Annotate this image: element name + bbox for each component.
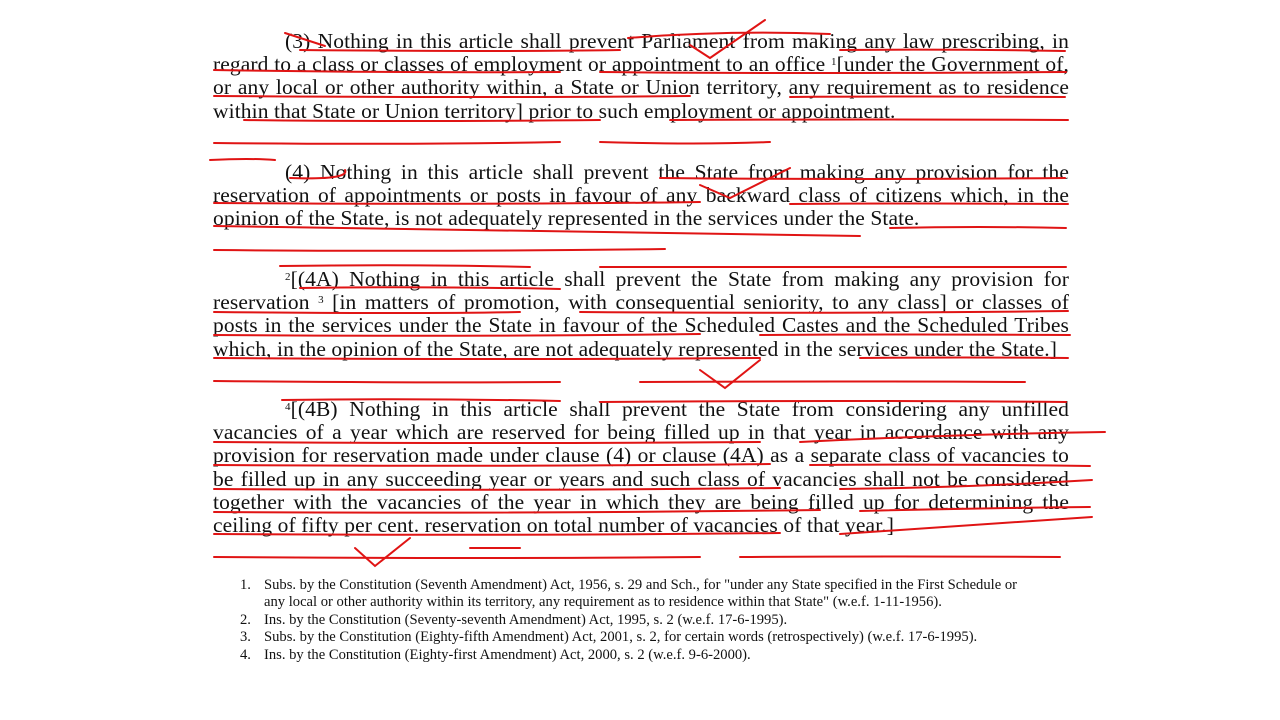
footnote-ref-2: 2: [285, 271, 291, 283]
ink-tick: [700, 360, 760, 388]
ink-underline: [640, 382, 1025, 383]
ink-underline: [214, 142, 560, 144]
ink-underline: [600, 142, 770, 144]
clause-4-paragraph: (4) Nothing in this article shall prevent the State from making any provision for the reservation of appointments or posts in favour of any backward class of citizens which, in the opinion of the State, is not adequately represented in the services under the State.: [213, 160, 1069, 231]
footnote-ref-4: 4: [285, 401, 291, 413]
ink-underline: [740, 557, 1060, 558]
footnote-item: 1. Subs. by the Constitution (Seventh Amendment) Act, 1956, s. 29 and Sch., for "under any State specified in the First Schedule or any local or other authority within its territory, any requirement as to residence within that State" (w.e.f. 1-11-1956).: [240, 577, 1017, 611]
footnote-item: 3. Subs. by the Constitution (Eighty-fifth Amendment) Act, 2001, s. 2, for certain words (retrospectively) (w.e.f. 17-6-1995).: [240, 629, 978, 646]
ink-tick: [355, 538, 410, 566]
clause-4a-paragraph: $^2$[(4A) Nothing in this article shall prevent the State from making any provision for reservation $^3$ [in matters of promotion, with consequential seniority, to any class] or classes of posts in the services under the State in favour of the Scheduled Castes and the Scheduled Tribes which, in the opinion of the State, are not adequately represented in the services under the State.]: [213, 267, 1069, 361]
clause-4b-paragraph: $^4$[(4B) Nothing in this article shall prevent the State from considering any unfilled vacancies of a year which are reserved for being filled up in that year in accordance with any provision for reservation made under clause (4) or clause (4A) as a separate class of vacancies to be filled up in any succeeding year or years and such class of vacancies shall not be considered together with the vacancies of the year in which they are being filled up for determining the ceiling of fifty per cent. reservation on total number of vacancies of that year.]: [213, 397, 1069, 538]
ink-underline: [214, 557, 700, 558]
footnote-ref-1: 1: [830, 56, 837, 69]
ink-underline: [214, 381, 560, 382]
footnote-ref-3: 3: [318, 294, 324, 307]
clause-3-paragraph: (3) Nothing in this article shall prevent Parliament from making any law prescribing, in regard to a class or classes of employment or appointment to an office $^1$[under the Government of, or any local or other authority within, a State or Union territory, any requirement as to residence within that State or Union territory] prior to such employment or appointment.: [213, 29, 1069, 123]
footnote-item: 2. Ins. by the Constitution (Seventy-seventh Amendment) Act, 1995, s. 2 (w.e.f. 17-6-1995).: [240, 611, 788, 628]
ink-underline: [210, 159, 275, 160]
footnote-item: 4. Ins. by the Constitution (Eighty-first Amendment) Act, 2000, s. 2 (w.e.f. 9-6-2000).: [240, 646, 751, 663]
ink-underline: [214, 249, 665, 251]
footnotes-section: [240, 577, 1040, 664]
